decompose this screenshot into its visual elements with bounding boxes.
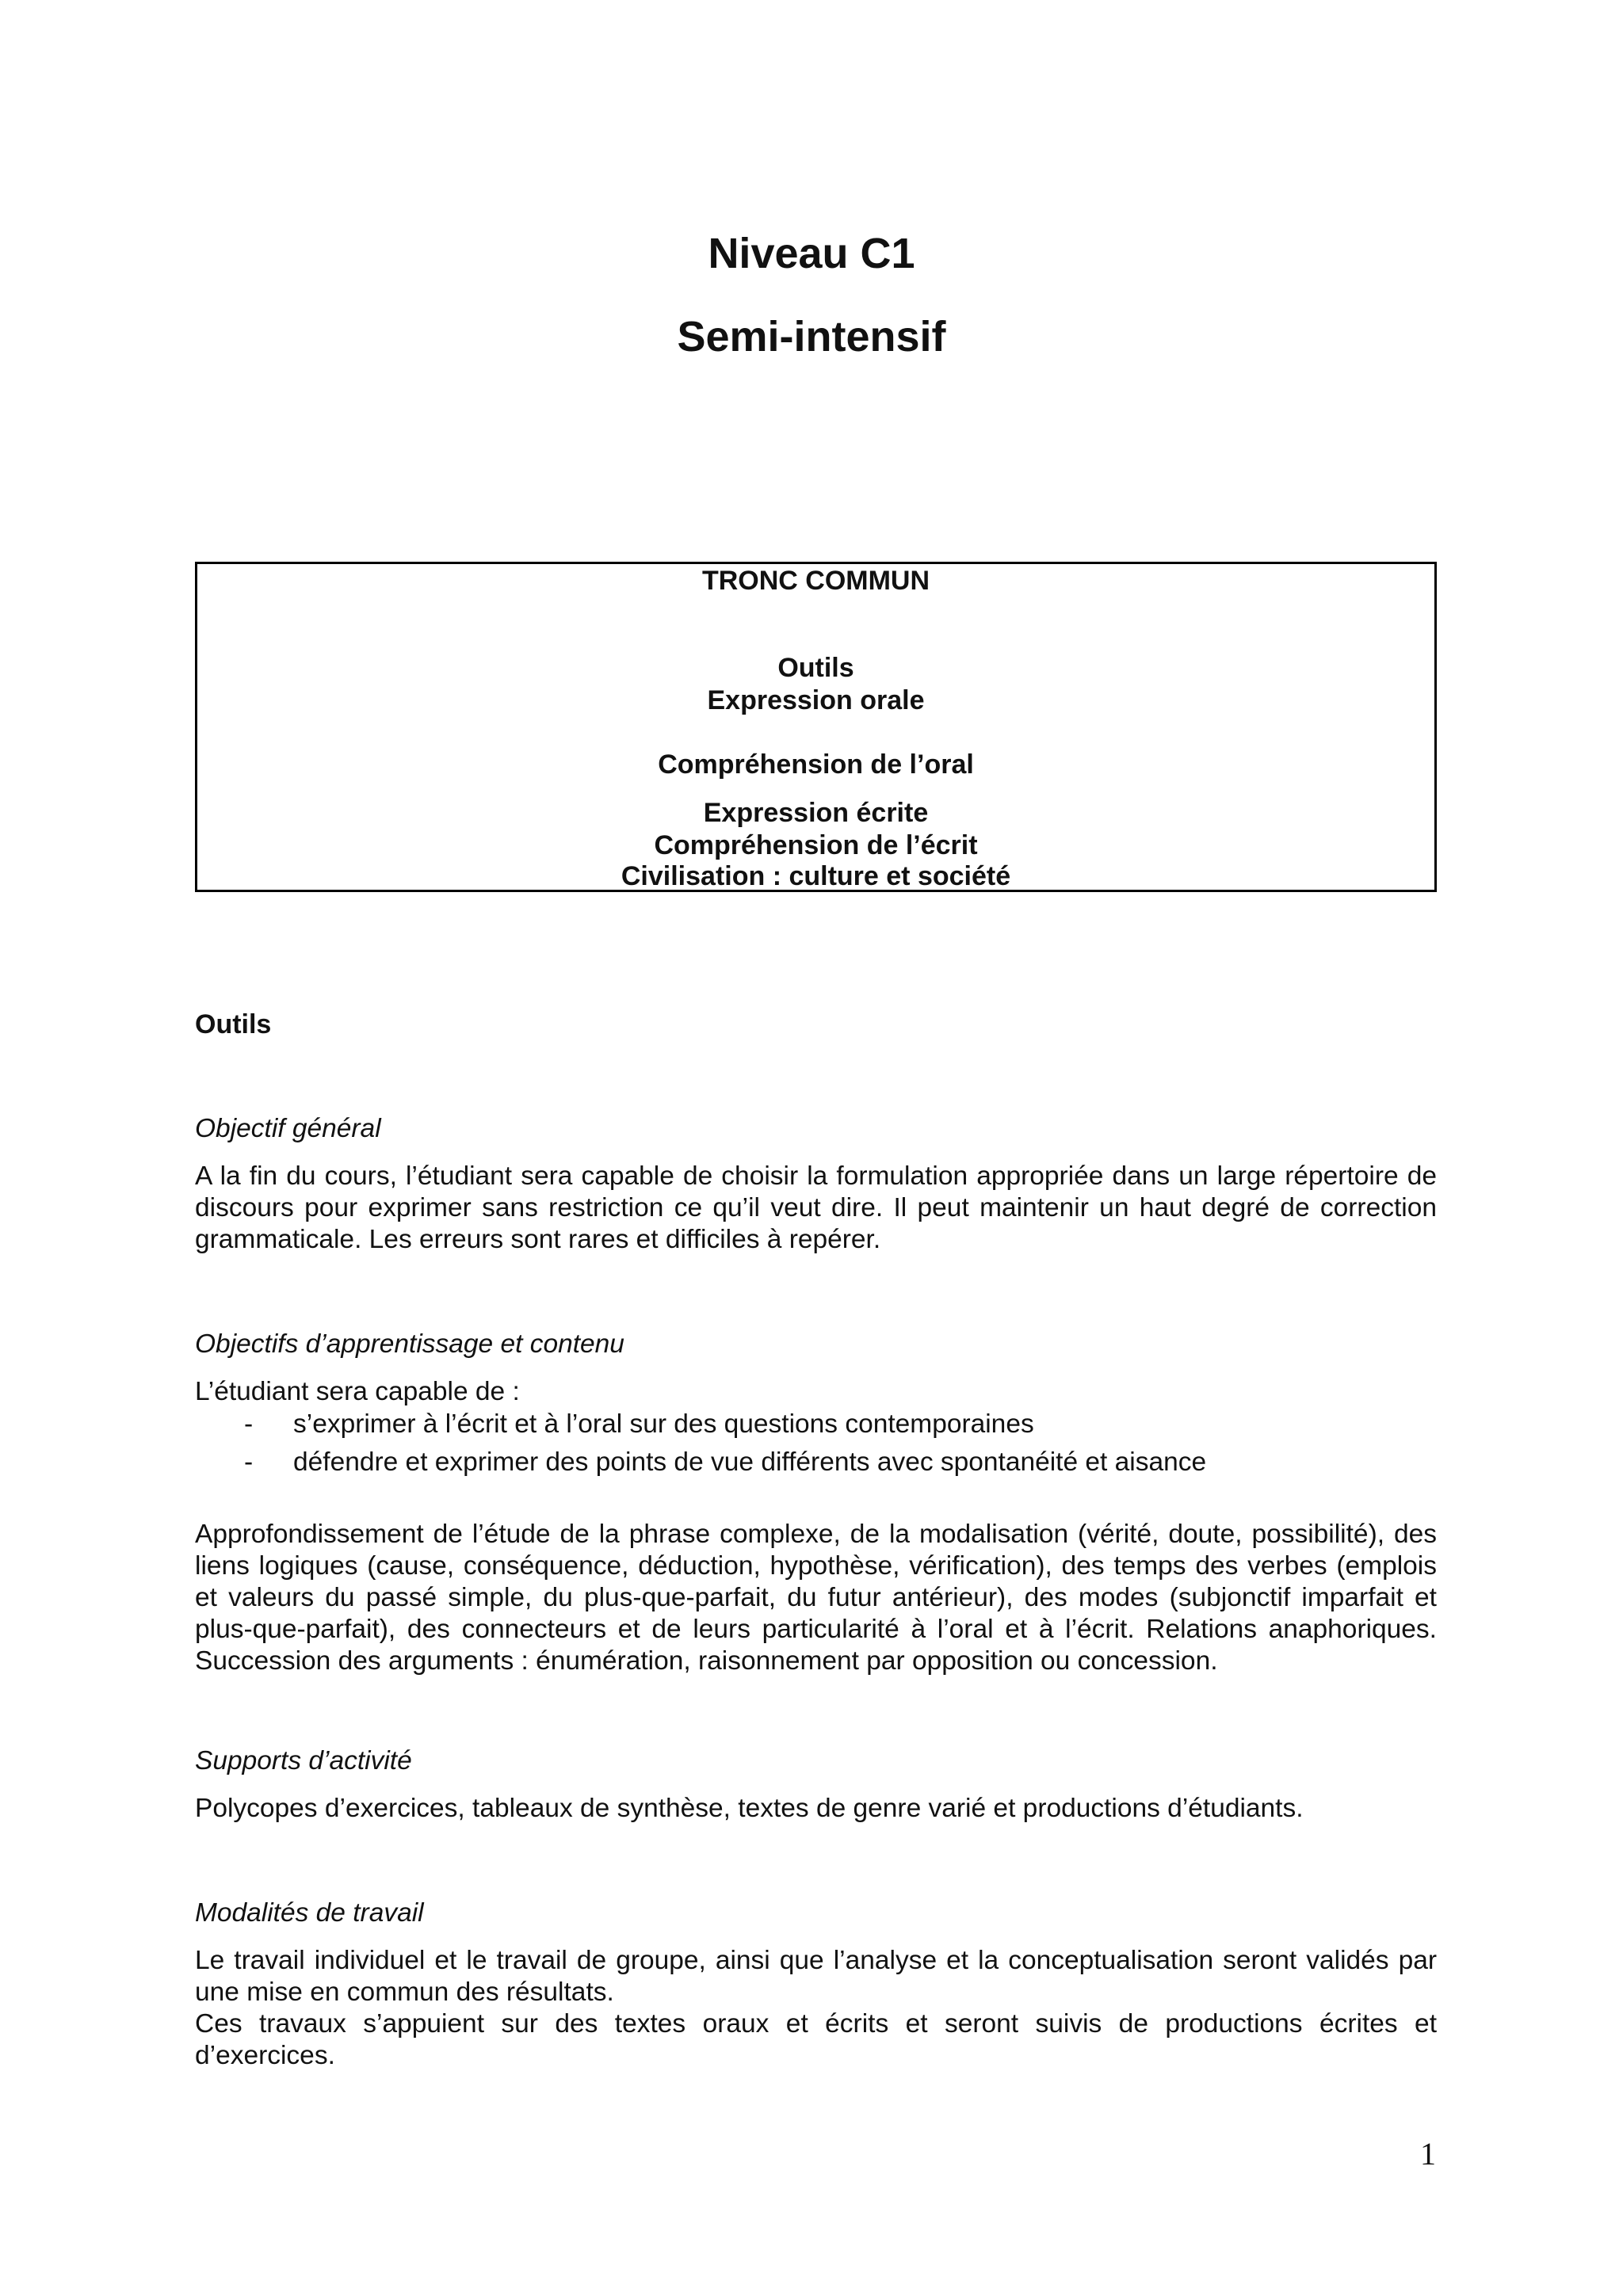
tronc-item-expression-ecrite: Expression écrite <box>703 798 929 828</box>
tronc-item-comprehension-oral: Compréhension de l’oral <box>658 749 974 780</box>
page-title: Niveau C1 <box>708 230 915 277</box>
tronc-item-expression-orale: Expression orale <box>707 685 925 715</box>
bullet-dash: - <box>244 1447 254 1477</box>
tronc-commun-heading: TRONC COMMUN <box>701 566 930 596</box>
subhead-modalites: Modalités de travail <box>195 1898 424 1928</box>
section-title-outils: Outils <box>195 1009 272 1039</box>
objectifs-intro: L’étudiant sera capable de : <box>195 1377 520 1406</box>
subhead-objectifs-apprentissage: Objectifs d’apprentissage et contenu <box>195 1329 624 1359</box>
page-subtitle: Semi-intensif <box>677 313 946 360</box>
tronc-commun-box <box>195 562 1437 892</box>
bullet-text: s’exprimer à l’écrit et à l’oral sur des questions contemporaines <box>293 1409 1034 1439</box>
objectifs-bullet-list <box>195 1405 1437 1482</box>
subhead-objectif-general: Objectif général <box>195 1114 381 1143</box>
paragraph-supports: Polycopes d’exercices, tableaux de synthèse, textes de genre varié et productions d’étudiants. <box>195 1794 1304 1823</box>
tronc-item-civilisation: Civilisation : culture et société <box>621 861 1011 891</box>
tronc-item-comprehension-ecrit: Compréhension de l’écrit <box>654 830 978 860</box>
bullet-text: défendre et exprimer des points de vue différents avec spontanéité et aisance <box>293 1447 1207 1477</box>
list-item <box>195 1444 1437 1482</box>
paragraph-modalites-1: Le travail individuel et le travail de groupe, ainsi que l’analyse et la conceptualisation seront validés par une mise en commun des résultats. <box>195 1946 1437 2007</box>
paragraph-contenu: Approfondissement de l’étude de la phrase complexe, de la modalisation (vérité, doute, possibilité), des liens logiques (cause, conséquence, déduction, hypothèse, vérification), des temps des verbes (emplois et valeurs du passé simple, du plus-que-parfait, du futur antérieur), des modes (subjonctif imparfait et plus-que-parfait), des connecteurs et de leurs particularité à l’oral et à l’écrit. Relations anaphoriques. Succession des arguments : énumération, raisonnement par opposition ou concession. <box>195 1520 1437 1676</box>
page-number: 1 <box>1420 2136 1436 2172</box>
bullet-dash: - <box>244 1409 254 1439</box>
paragraph-modalites-2: Ces travaux s’appuient sur des textes oraux et écrits et seront suivis de productions écrites et d’exercices. <box>195 2009 1437 2070</box>
list-item <box>195 1405 1437 1444</box>
subhead-supports: Supports d’activité <box>195 1746 412 1775</box>
paragraph-objectif-general: A la fin du cours, l’étudiant sera capable de choisir la formulation appropriée dans un large répertoire de discours pour exprimer sans restriction ce qu’il veut dire. Il peut maintenir un haut degré de correction grammaticale. Les erreurs sont rares et difficiles à repérer. <box>195 1161 1437 1254</box>
tronc-item-outils: Outils <box>777 653 854 683</box>
